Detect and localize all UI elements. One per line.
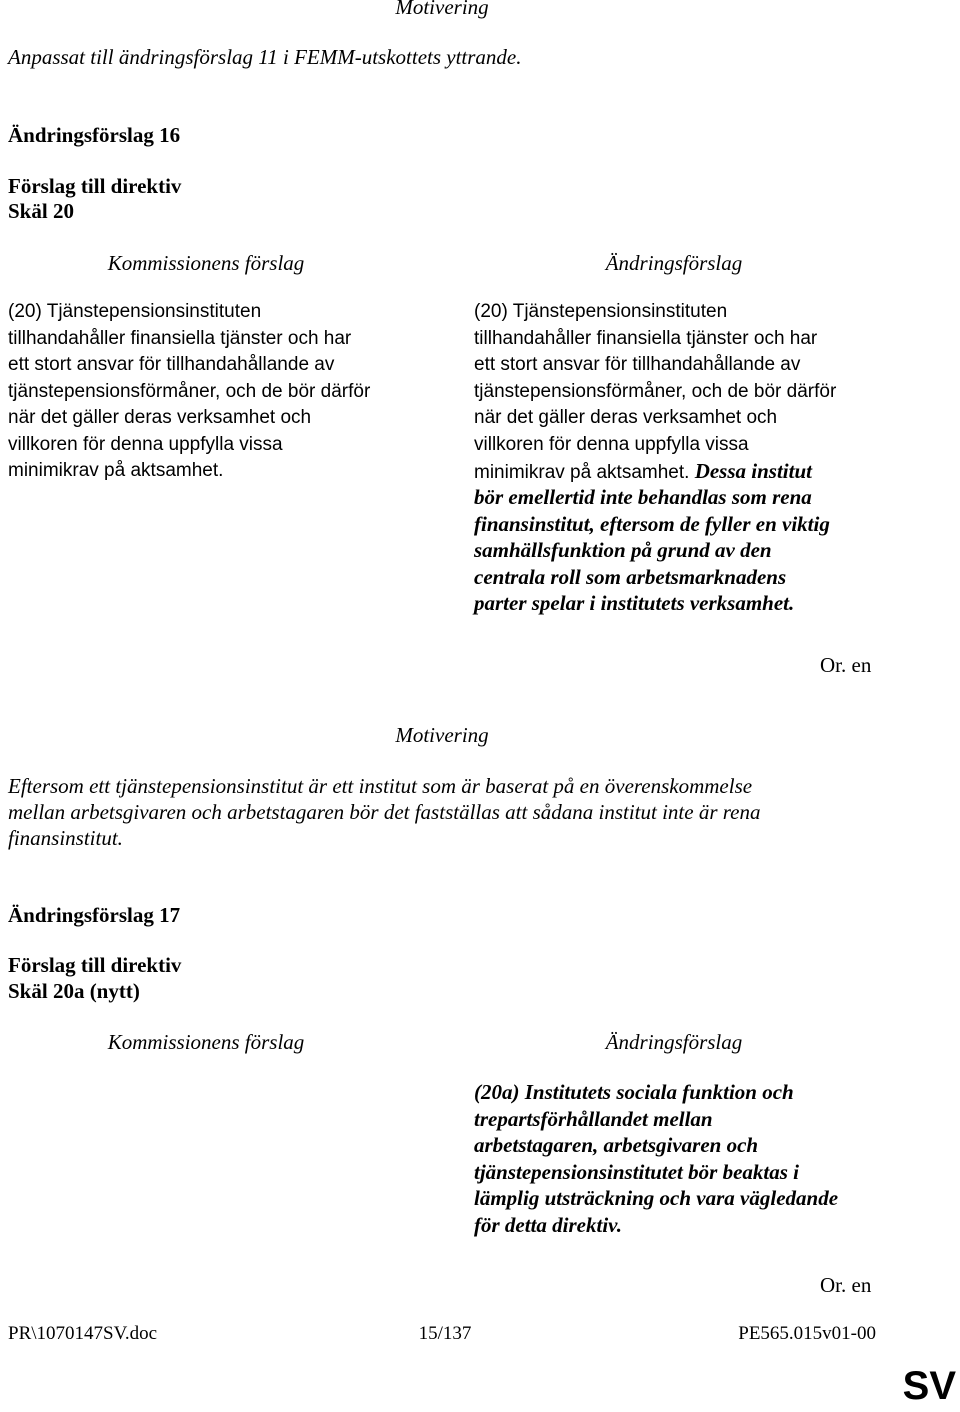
original-language-16: Or. en xyxy=(820,653,872,677)
text-line: mellan arbetsgivaren och arbetstagaren bör det fastställas att sådana institut inte är rena xyxy=(8,800,761,824)
text-line: tjänstepensionsförmåner, och de bör därför xyxy=(8,380,371,402)
amendment-16-right-header: Ändringsförslag xyxy=(605,251,743,275)
text-line: (20) Tjänstepensionsinstituten xyxy=(474,301,728,322)
text-line: arbetstagaren, arbetsgivaren och xyxy=(474,1133,759,1157)
motivering-text-16 xyxy=(8,773,760,851)
text-line: tillhandahåller finansiella tjänster och har xyxy=(8,327,352,349)
amendment-16-title: Ändringsförslag 16 xyxy=(8,123,181,147)
amendment-17-title: Ändringsförslag 17 xyxy=(8,903,181,927)
text-line: ett stort ansvar för tillhandahållande av xyxy=(474,354,801,375)
amendment-16-recital: Skäl 20 xyxy=(8,199,74,223)
amendment-17-recital: Skäl 20a (nytt) xyxy=(8,979,140,1003)
motivering-heading-16: Motivering xyxy=(395,723,489,747)
text-line: lämplig utsträckning och vara vägledande xyxy=(474,1186,839,1210)
text-line: tillhandahåller finansiella tjänster och har xyxy=(474,327,818,349)
amendment-16-proposal: Förslag till direktiv xyxy=(8,174,182,198)
text-line: för detta direktiv. xyxy=(474,1212,622,1237)
text-line: när det gäller deras verksamhet och xyxy=(474,407,778,428)
text-line: centrala roll som arbetsmarknadens xyxy=(474,564,787,589)
amendment-16-amended-text xyxy=(474,299,914,487)
text-line: villkoren för denna uppfylla vissa xyxy=(474,433,749,455)
text-line: när det gäller deras verksamhet och xyxy=(8,407,312,428)
text-line: minimikrav på aktsamhet. xyxy=(8,460,224,481)
text-plain: minimikrav på aktsamhet. xyxy=(474,462,690,483)
text-line: Eftersom ett tjänstepensionsinstitut är ett institut som är baserat på en överenskommelse xyxy=(8,774,753,798)
text-line: (20a) Institutets sociala funktion och xyxy=(474,1080,794,1104)
amendment-16-added-text xyxy=(474,484,914,617)
footer-language-code: SV xyxy=(902,1364,956,1408)
text-line: samhällsfunktion på grund av den xyxy=(474,538,772,562)
footer-page-number: 15/137 xyxy=(418,1323,472,1344)
amendment-17-amended-text xyxy=(474,1079,914,1238)
adapted-note: Anpassat till ändringsförslag 11 i FEMM-utskottets yttrande. xyxy=(8,45,522,69)
text-line: villkoren för denna uppfylla vissa xyxy=(8,433,283,455)
amendment-16-left-header: Kommissionens förslag xyxy=(107,251,305,275)
amendment-16-commission-text xyxy=(8,299,448,485)
amendment-17-proposal: Förslag till direktiv xyxy=(8,953,182,977)
amendment-17-right-header: Ändringsförslag xyxy=(605,1030,743,1054)
text-line: trepartsförhållandet mellan xyxy=(474,1106,713,1131)
text-line: tjänstepensionsinstitutet bör beaktas i xyxy=(474,1159,799,1184)
text-line: (20) Tjänstepensionsinstituten xyxy=(8,301,262,322)
text-line: bör emellertid inte behandlas som rena xyxy=(474,485,812,509)
amendment-17-left-header: Kommissionens förslag xyxy=(107,1030,305,1054)
text-line: finansinstitut, eftersom de fyller en viktig xyxy=(474,511,830,536)
text-line: finansinstitut. xyxy=(8,826,123,850)
text-line xyxy=(474,458,914,487)
text-line: parter spelar i institutets verksamhet. xyxy=(474,591,795,615)
original-language-17: Or. en xyxy=(820,1273,872,1297)
text-line: tjänstepensionsförmåner, och de bör därför xyxy=(474,380,837,402)
footer-doc-ref: PR\1070147SV.doc xyxy=(8,1323,158,1344)
text-line: ett stort ansvar för tillhandahållande av xyxy=(8,354,335,375)
footer-pe-ref: PE565.015v01-00 xyxy=(738,1323,876,1344)
text-added: Dessa institut xyxy=(694,459,812,483)
motivering-heading-top: Motivering xyxy=(395,0,489,19)
